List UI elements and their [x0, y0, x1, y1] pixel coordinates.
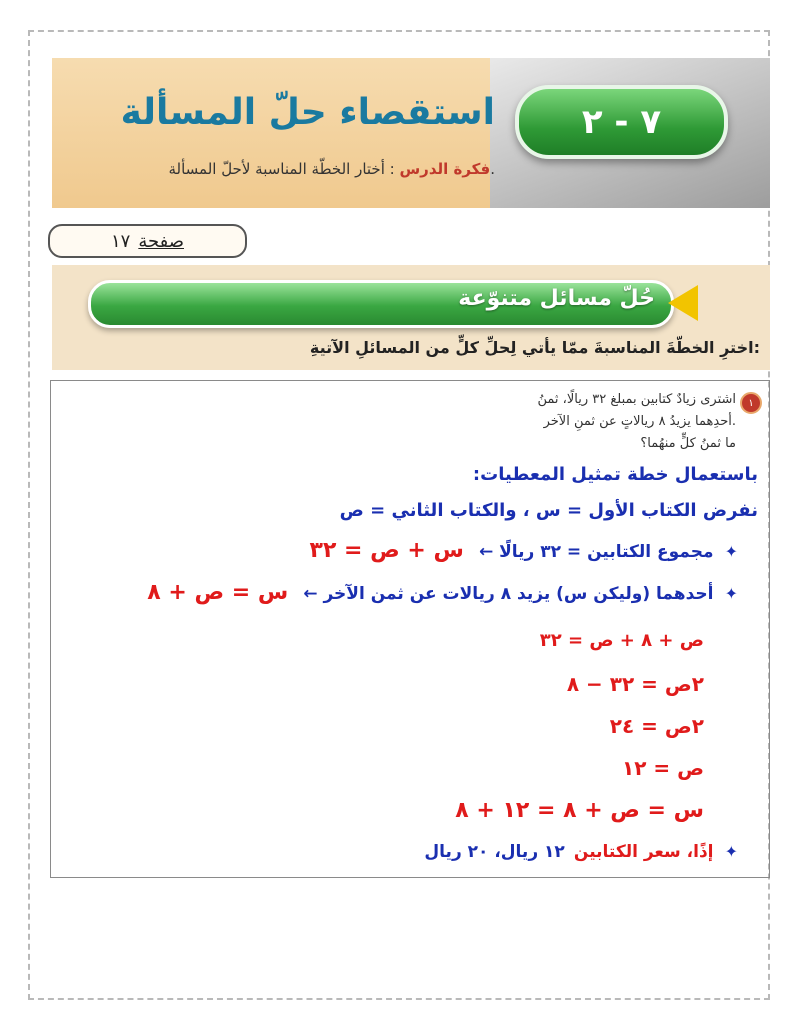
bullet-sum [310, 538, 738, 563]
step-5: س = ص + ٨ = ١٢ + ٨ [455, 798, 704, 823]
step-2: ٢ص = ٣٢ − ٨ [566, 672, 704, 696]
lesson-title: استقصاء حلّ المسألة [120, 92, 495, 133]
step-3: ٢ص = ٢٤ [609, 714, 704, 738]
step-4: ص = ١٢ [621, 756, 704, 780]
idea-label: فكرة الدرس [399, 160, 491, 178]
page-reference [48, 224, 247, 258]
question-line-3: ما ثمنُ كلٍّ منهُما؟ [640, 436, 736, 451]
bullet-difference-equation: س = ص + ٨ [147, 580, 289, 605]
section-instruction: اخترِ الخطّةَ المناسبةَ ممّا يأتي لِحلِّ كلٍّ من المسائلِ الآتيةِ: [309, 338, 760, 357]
conclusion-values: ١٢ ريال، ٢٠ ريال [424, 842, 565, 862]
solution-strategy: باستعمال خطة تمثيل المعطيات: [472, 464, 758, 485]
conclusion-lead: إذًا، سعر الكتابين [573, 842, 714, 862]
step-1: ص + ٨ + ص = ٣٢ [539, 630, 704, 651]
section-arrow-icon [668, 285, 698, 321]
bullet-icon: ✦ [724, 842, 738, 861]
question-line-2: أحدِهما يزيدُ ٨ ريالاتٍ عن ثمنِ الآخر. [543, 414, 736, 429]
conclusion [424, 842, 738, 862]
solution-assumption: نفرض الكتاب الأول = س ، والكتاب الثاني = ص [339, 500, 758, 521]
bullet-sum-equation: س + ص = ٣٢ [309, 538, 464, 563]
page-number: ١٧ [110, 230, 131, 252]
bullet-difference [147, 580, 738, 605]
lesson-number-badge: ٧ - ٢ [515, 85, 728, 159]
question-line-1: اشترى زيادٌ كتابين بمبلغ ٣٢ ريالًا، ثمنُ [537, 392, 736, 407]
bullet-icon: ✦ [724, 542, 738, 561]
lesson-idea [120, 160, 495, 178]
page-label: صفحة [138, 230, 184, 252]
bullet-difference-text: أحدهما (وليكن س) يزيد ٨ ريالات عن ثمن الآخر ← [303, 584, 714, 604]
bullet-icon: ✦ [724, 584, 738, 603]
section-title: حُلّ مسائل متنوّعة [458, 286, 655, 311]
question-number-badge: ١ [740, 392, 762, 414]
idea-text: : أختار الخطّة المناسبة لأحلّ المسألة. [168, 160, 495, 178]
bullet-sum-text: مجموع الكتابين = ٣٢ ريالًا ← [478, 542, 714, 562]
